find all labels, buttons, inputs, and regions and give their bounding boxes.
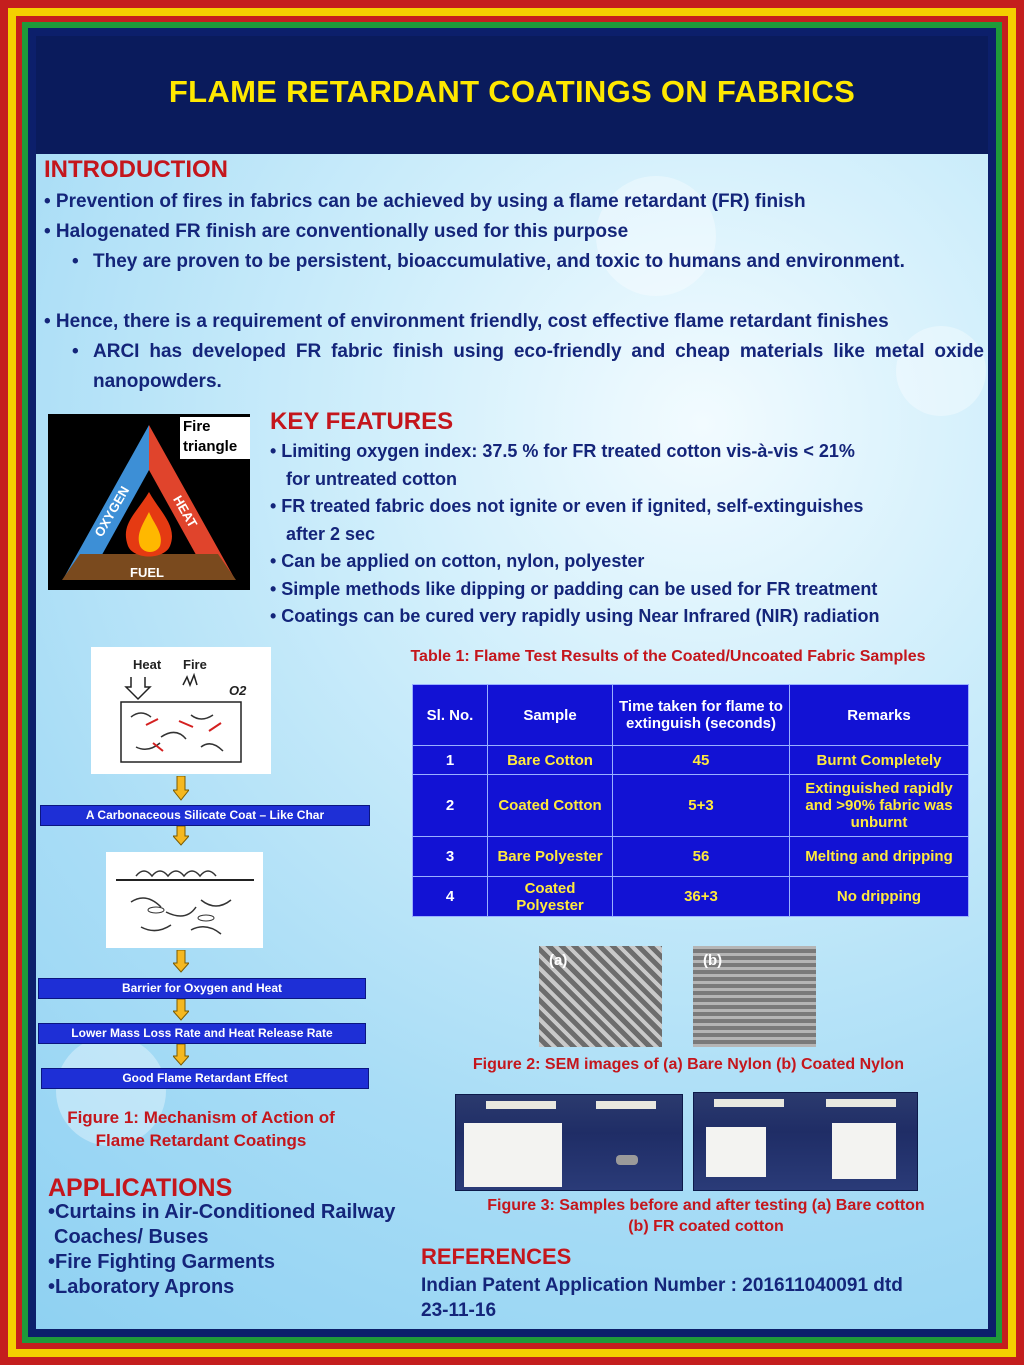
burnt-residue [616,1155,638,1165]
photo-fr-coated-cotton [693,1092,918,1191]
table-cell: Coated Polyester [488,877,613,917]
feature-2-cont: after 2 sec [286,524,376,544]
table-header-cell: Sl. No. [413,685,488,746]
table-cell: Bare Polyester [488,837,613,877]
feature-1: • Limiting oxygen index: 37.5 % for FR treated cotton vis-à-vis < 21% [270,441,855,461]
cloth-after [832,1123,896,1179]
figure-1-caption [38,1106,364,1152]
oxygen-label: OXYGEN [91,483,133,540]
photo-bare-cotton [455,1094,683,1191]
table-cell: 5+3 [613,775,790,837]
table-header-cell: Time taken for flame to extinguish (seconds) [613,685,790,746]
mech-heat-label: Heat [133,657,162,672]
application-3: •Laboratory Aprons [48,1276,235,1298]
reference-line-2: 23-11-16 [421,1300,497,1321]
intro-subbullet-2: ARCI has developed FR fabric finish using eco-friendly and cheap materials like metal oxide nanopowders. [93,341,984,392]
mechanism-sketch-2 [106,852,263,948]
mech-o2-label: O2 [229,683,247,698]
table-row [413,775,969,837]
cloth-before [464,1123,562,1187]
intro-subbullet-1: They are proven to be persistent, bioaccumulative, and toxic to humans and environment. [93,251,905,272]
arrow-down-icon [173,776,189,802]
arrow-down-icon [173,999,189,1021]
arrow-down-icon [173,1044,189,1066]
table-cell: 56 [613,837,790,877]
figure-1-caption-line2: Flame Retardant Coatings [95,1131,307,1150]
figure-3-caption-line1: Figure 3: Samples before and after testing (a) Bare cotton [487,1197,925,1214]
table-cell: Extinguished rapidly and >90% fabric was unburnt [790,775,969,837]
reference-line-1: Indian Patent Application Number : 201611040091 dtd [421,1275,903,1296]
arrow-down-icon [173,950,189,974]
applications-heading: APPLICATIONS [48,1174,233,1202]
poster-title: FLAME RETARDANT COATINGS ON FABRICS [168,74,856,109]
feature-5: • Coatings can be cured very rapidly using Near Infrared (NIR) radiation [270,606,880,626]
fire-triangle-label-line2: triangle [183,438,238,455]
mechanism-image-2 [106,852,263,948]
sem-label-a: (a) [549,952,568,969]
table-cell: No dripping [790,877,969,917]
intro-subbullet-marker: • [72,251,79,272]
table-row [413,837,969,877]
application-1: •Curtains in Air-Conditioned Railway [48,1201,396,1223]
fire-triangle-label-line1: Fire [183,418,211,435]
figure-3-caption-line2: (b) FR coated cotton [628,1218,784,1235]
intro-bullet-1: • Prevention of fires in fabrics can be achieved by using a flame retardant (FR) finish [44,191,806,212]
flame-test-table [412,684,969,917]
table-row [413,877,969,917]
sem-image-coated-nylon [693,946,816,1047]
sample-tag [714,1099,784,1107]
sample-tag [596,1101,656,1109]
fuel-label: FUEL [130,565,164,580]
mechanism-image-1 [91,647,271,774]
intro-subbullet-marker: • [72,341,79,362]
cloth-before [706,1127,766,1177]
application-1-cont: Coaches/ Buses [54,1226,209,1248]
table-row [413,746,969,775]
sem-image-bare-nylon [539,946,662,1047]
arrow-down-icon [173,826,189,846]
feature-2: • FR treated fabric does not ignite or even if ignited, self-extinguishes [270,496,864,516]
table-cell: 45 [613,746,790,775]
introduction-heading: INTRODUCTION [44,156,228,183]
table-cell: Burnt Completely [790,746,969,775]
table-header-cell: Sample [488,685,613,746]
title-banner [36,36,988,154]
figure-2-caption: Figure 2: SEM images of (a) Bare Nylon (b) Coated Nylon [472,1056,905,1073]
table-cell: 1 [413,746,488,775]
table-cell: 36+3 [613,877,790,917]
table-1-caption: Table 1: Flame Test Results of the Coated/Uncoated Fabric Samples [410,648,926,665]
mechanism-sketch-1 [91,647,271,774]
application-2: •Fire Fighting Garments [48,1251,276,1273]
references-heading: REFERENCES [421,1244,572,1269]
mech-fire-label: Fire [183,657,207,672]
feature-1-cont: for untreated cotton [286,469,457,489]
intro-bullet-2: • Halogenated FR finish are conventionally used for this purpose [44,221,629,242]
mechanism-step-4: Good Flame Retardant Effect [41,1068,369,1089]
table-cell: Coated Cotton [488,775,613,837]
intro-bullet-3: • Hence, there is a requirement of environment friendly, cost effective flame retardant finishes [44,311,889,332]
poster-panel [36,36,988,1329]
sample-tag [826,1099,896,1107]
fire-triangle-figure [48,414,250,590]
sample-tag [486,1101,556,1109]
figure-1-caption-line1: Figure 1: Mechanism of Action of [67,1108,335,1127]
figure-3-caption [436,1195,976,1237]
mechanism-step-2: Barrier for Oxygen and Heat [38,978,366,999]
heat-label: HEAT [170,492,201,531]
fire-triangle-label [180,417,250,459]
table-header-cell: Remarks [790,685,969,746]
table-cell: 3 [413,837,488,877]
mechanism-step-3: Lower Mass Loss Rate and Heat Release Rate [38,1023,366,1044]
key-features-heading: KEY FEATURES [270,408,454,435]
table-cell: Melting and dripping [790,837,969,877]
table-cell: Bare Cotton [488,746,613,775]
sem-label-b: (b) [703,952,723,969]
table-cell: 4 [413,877,488,917]
mechanism-step-1: A Carbonaceous Silicate Coat – Like Char [40,805,370,826]
feature-3: • Can be applied on cotton, nylon, polyester [270,551,645,571]
table-header-row [413,685,969,746]
table-cell: 2 [413,775,488,837]
feature-4: • Simple methods like dipping or padding can be used for FR treatment [270,579,878,599]
